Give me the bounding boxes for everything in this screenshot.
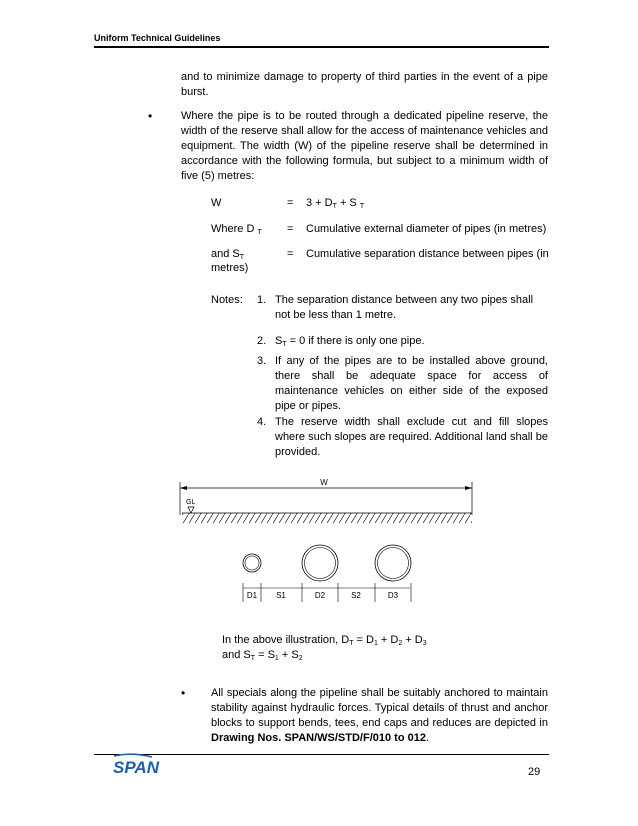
dim-d2: D2 xyxy=(314,591,326,600)
reserve-width-paragraph: Where the pipe is to be routed through a dedicated pipeline reserve, the width of the reserve shall allow for the access of maintenance vehicles and equipment. The width (W) of the pipeline reserve shall be determined in accordance with the following formula, but subject to a minimum width of five (5) metres: xyxy=(181,110,548,182)
pipe-3-inner xyxy=(378,548,409,579)
gl-marker-icon xyxy=(188,507,194,513)
intro-paragraph: and to minimize damage to property of third parties in the event of a pipe burst. xyxy=(181,71,548,98)
ground-hatch xyxy=(182,513,472,523)
formula-st-label: and $S_T$ xyxy=(211,248,245,261)
bullet-symbol-1: • xyxy=(148,109,153,123)
pipe-2-inner xyxy=(305,548,336,579)
note-2-text: $S_T = 0$ if there is only one pipe. xyxy=(275,335,425,348)
dim-s1: S1 xyxy=(276,591,286,600)
formula-eq-1: = xyxy=(287,197,294,209)
pipe-3-outer xyxy=(375,545,411,581)
pipe-1-inner xyxy=(245,556,259,570)
drawing-reference: Drawing Nos. SPAN/WS/STD/F/010 to 012 xyxy=(211,732,426,744)
dim-s2: S2 xyxy=(351,591,361,600)
anchoring-paragraph: All specials along the pipeline shall be suitably anchored to maintain stability against hydraulic forces. Typical details of thrust and anchor blocks to support bends, tees, end caps and reduces are depicted in Drawing Nos. SPAN/WS/STD/F/010 to 012. xyxy=(211,687,548,744)
header-rule xyxy=(94,46,549,48)
formula-st-description: Cumulative separation distance between pipes (in xyxy=(306,248,549,260)
note-4-text: The reserve width shall exclude cut and fill slopes where such slopes are required. Additional land shall be provided. xyxy=(275,416,548,458)
formula-w-label: W xyxy=(211,197,222,209)
w-arrow-right xyxy=(465,486,472,490)
formula-eq-3: = xyxy=(287,248,294,260)
notes-label: Notes: xyxy=(211,294,243,306)
dim-d1: D1 xyxy=(246,591,258,600)
formula-w-expression: $3 + D_T + S$ $_T$ xyxy=(306,197,365,210)
note-1-number: 1. xyxy=(257,294,267,306)
note-3-number: 3. xyxy=(257,355,267,367)
pipe-1-outer xyxy=(243,554,261,572)
note-2-number: 2. xyxy=(257,335,267,347)
gl-label: GL xyxy=(186,499,196,506)
formula-dt-description: Cumulative external diameter of pipes (in metres) xyxy=(306,223,547,235)
span-logo xyxy=(112,753,172,777)
formula-st-description-cont: metres) xyxy=(211,262,249,274)
pipeline-reserve-figure xyxy=(170,475,480,610)
note-3-text: If any of the pipes are to be installed above ground, there shall be adequate space for access of maintenance vehicles on either side of the exposed pipe or pipes. xyxy=(275,355,548,412)
caption-line-1: In the above illustration, $D_T = D_1 + D_2 + D_3$ xyxy=(222,634,427,647)
pipe-2-outer xyxy=(302,545,338,581)
bullet-symbol-2: • xyxy=(181,686,186,700)
formula-dt-label: Where D $_T$ xyxy=(211,223,262,236)
logo-swoosh-icon xyxy=(114,754,152,757)
note-1-text: The separation distance between any two pipes shall not be less than 1 metre. xyxy=(275,294,534,321)
w-label: W xyxy=(320,478,328,487)
page-number: 29 xyxy=(528,766,541,778)
logo-text: SPAN xyxy=(113,758,159,777)
dim-d3: D3 xyxy=(387,591,399,600)
header-title: Uniform Technical Guidelines xyxy=(94,33,221,43)
formula-eq-2: = xyxy=(287,223,294,235)
note-4-number: 4. xyxy=(257,416,267,428)
w-arrow-left xyxy=(180,486,187,490)
caption-line-2: and $S_T = S_1 + S_2$ xyxy=(222,649,303,662)
